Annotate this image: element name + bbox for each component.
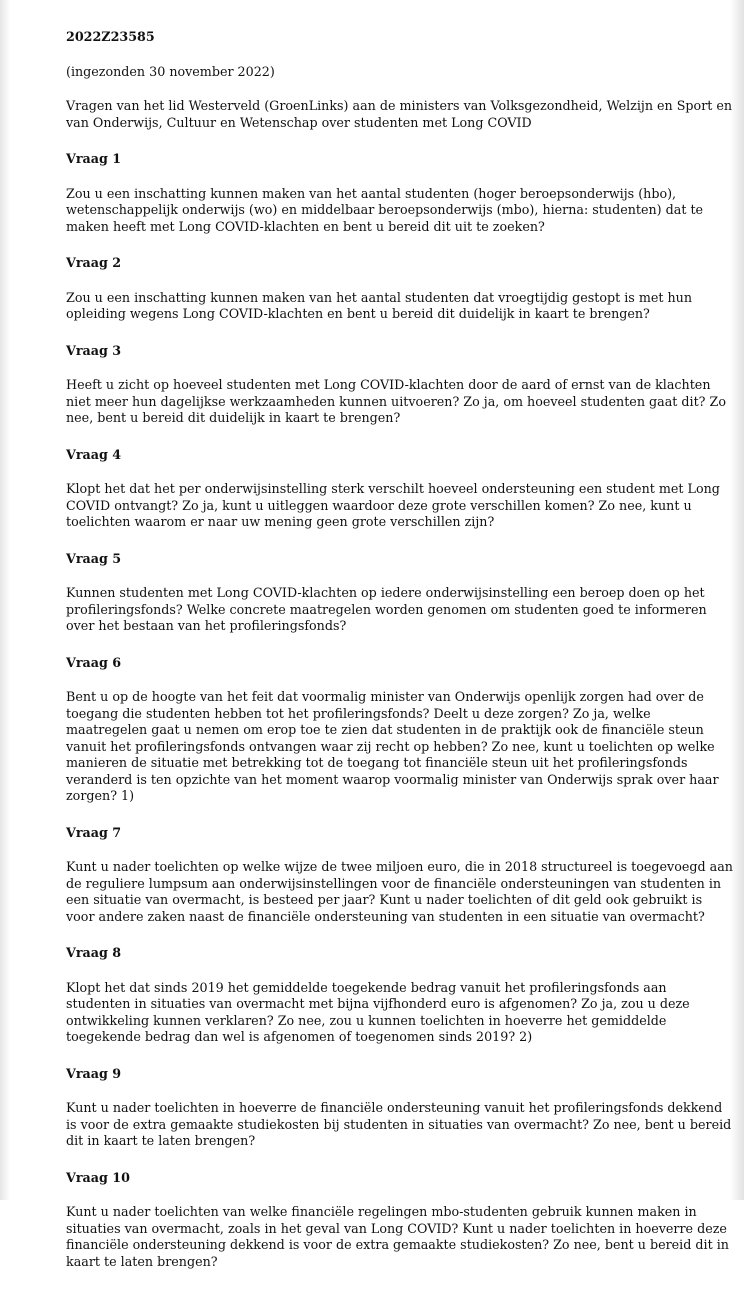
question-heading: Vraag 9: [66, 1065, 122, 1081]
question-text: Kunt u nader toelichten in hoeverre de financiële ondersteuning vanuit het profileringsfonds dekkend is voor de extra gemaakte studiekosten bij studenten in situaties van overmacht? Zo nee, bent u bereid dit in kaart te laten brengen?: [66, 1100, 732, 1148]
document-intro: Vragen van het lid Westerveld (GroenLinks) aan de ministers van Volksgezondheid, Welzijn en Sport en van Onderwijs, Cultuur en Wetenschap over studenten met Long COVID: [66, 98, 733, 130]
page-shadow-left: [0, 0, 10, 1200]
question-9: [66, 1066, 734, 1150]
question-text: Heeft u zicht op hoeveel studenten met Long COVID-klachten door de aard of ernst van de klachten niet meer hun dagelijkse werkzaamheden kunnen uitvoeren? Zo ja, om hoeveel studenten gaat dit? Zo nee, bent u bereid dit duidelijk in kaart te brengen?: [66, 377, 726, 425]
document-page: [66, 29, 734, 1290]
question-text: Zou u een inschatting kunnen maken van het aantal studenten dat vroegtijdig gestopt is met hun opleiding wegens Long COVID-klachten en bent u bereid dit duidelijk in kaart te brengen?: [66, 289, 693, 321]
question-text: Bent u op de hoogte van het feit dat voormalig minister van Onderwijs openlijk zorgen had over de toegang die studenten hebben tot het profileringsfonds? Deelt u deze zorgen? Zo ja, welke maatregelen gaat u nemen om erop toe te zien dat studenten in de praktijk ook de financiële steun vanuit het profileringsfonds ontvangen waar zij recht op hebben? Zo nee, kunt u toelichten op welke manieren de situatie met betrekking tot de toegang tot financiële steun uit het profileringsfonds veranderd is ten opzichte van het moment waarop voormalig minister van Onderwijs sprak over haar zorgen? 1): [66, 689, 719, 803]
document-number: 2022Z23585: [66, 29, 155, 44]
question-heading: Vraag 7: [66, 824, 122, 840]
question-heading: Vraag 1: [66, 151, 122, 166]
question-10: [66, 1170, 734, 1271]
question-heading: Vraag 10: [66, 1169, 130, 1185]
question-1: [66, 151, 734, 235]
submission-date: (ingezonden 30 november 2022): [66, 63, 275, 79]
question-heading: Vraag 4: [66, 446, 122, 462]
question-text: Zou u een inschatting kunnen maken van het aantal studenten (hoger beroepsonderwijs (hbo), wetenschappelijk onderwijs (wo) en middelbaar beroepsonderwijs (mbo), hierna: studenten) dat te maken heeft met Long COVID-klachten en bent u bereid dit uit te zoeken?: [66, 185, 704, 234]
question-heading: Vraag 8: [66, 945, 122, 960]
question-3: [66, 343, 734, 427]
question-7: [66, 825, 734, 926]
question-text: Klopt het dat sinds 2019 het gemiddelde toegekende bedrag vanuit het profileringsfonds aan studenten in situaties van overmacht met bijna vijfhonderd euro is afgenomen? Zo ja, zou u deze ontwikkeling kunnen verklaren? Zo nee, zou u kunnen toelichten in hoeverre het gemiddelde toegekende bedrag dan wel is afgenomen of toegenomen sinds 2019? 2): [66, 979, 690, 1044]
question-5: [66, 551, 734, 635]
question-8: [66, 945, 734, 1046]
question-6: [66, 655, 734, 805]
question-heading: Vraag 3: [66, 342, 122, 358]
question-text: Kunt u nader toelichten op welke wijze de twee miljoen euro, die in 2018 structureel is toegevoegd aan de reguliere lumpsum aan onderwijsinstellingen voor de financiële ondersteuningen van studenten in een situatie van overmacht, is besteed per jaar? Kunt u nader toelichten of dit geld ook gebruikt is voor andere zaken naast de financiële ondersteuning van studenten in een situatie van overmacht?: [66, 859, 733, 924]
question-heading: Vraag 6: [66, 654, 122, 670]
question-heading: Vraag 5: [66, 550, 122, 566]
question-heading: Vraag 2: [66, 255, 122, 270]
question-4: [66, 447, 734, 531]
question-text: Kunnen studenten met Long COVID-klachten op iedere onderwijsinstelling een beroep doen op het profileringsfonds? Welke concrete maatregelen worden genomen om studenten goed te informeren over het bestaan van het profileringsfonds?: [66, 585, 707, 633]
question-text: Klopt het dat het per onderwijsinstelling sterk verschilt hoeveel ondersteuning een student met Long COVID ontvangt? Zo ja, kunt u uitleggen waardoor deze grote verschillen komen? Zo nee, kunt u toelichten waarom er naar uw mening geen grote verschillen zijn?: [66, 481, 720, 529]
question-text: Kunt u nader toelichten van welke financiële regelingen mbo-studenten gebruik kunnen maken in situaties van overmacht, zoals in het geval van Long COVID? Kunt u nader toelichten in hoeverre deze financiële ondersteuning dekkend is voor de extra gemaakte studiekosten? Zo nee, bent u bereid dit in kaart te laten brengen?: [66, 1204, 729, 1269]
question-2: [66, 255, 734, 323]
